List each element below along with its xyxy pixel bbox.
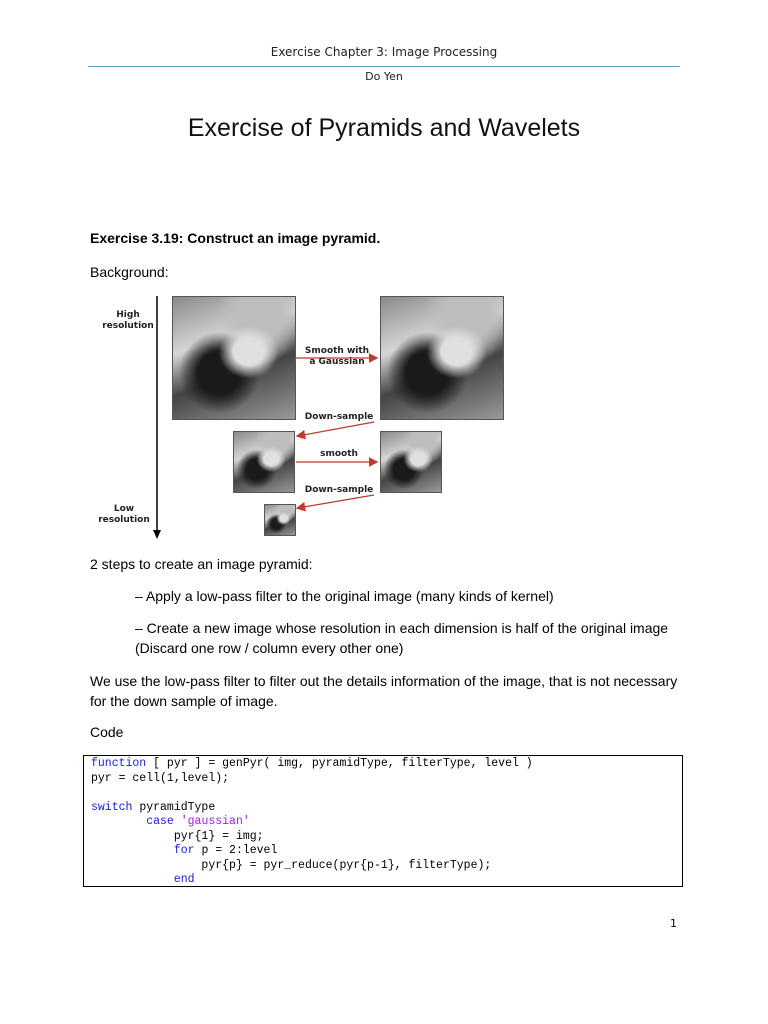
code-text: [ pyr ] = genPyr( img, pyramidType, filterType, level ) <box>146 757 533 770</box>
code-line-blank <box>91 786 682 801</box>
code-keyword: case <box>146 815 174 828</box>
page-number: 1 <box>670 917 677 930</box>
downsample-arrow-2 <box>298 495 374 508</box>
code-text: p = 2:level <box>194 844 278 857</box>
code-label: Code <box>90 724 124 740</box>
code-line-8 <box>91 859 682 874</box>
step-2: – Create a new image whose resolution in each dimension is half of the original image (Discard one row / column every other one) <box>135 620 669 656</box>
code-line-1 <box>91 757 682 772</box>
running-header-title: Exercise Chapter 3: Image Processing <box>270 45 498 59</box>
code-line-5 <box>91 815 682 830</box>
running-header-author: Do Yen <box>365 70 403 83</box>
code-line-2 <box>91 772 682 787</box>
code-text: pyr = cell(1,level); <box>91 771 230 785</box>
header-divider <box>88 66 680 67</box>
down-sample-label-1: Down-sample <box>304 412 374 422</box>
steps-intro: 2 steps to create an image pyramid: <box>90 556 313 572</box>
code-line-6 <box>91 830 682 845</box>
background-label: Background: <box>90 264 169 280</box>
code-keyword: for <box>173 844 195 857</box>
code-block <box>83 755 683 887</box>
explanation-paragraph: We use the low-pass filter to filter out the details information of the image, that is not necessary for the down sample of image. <box>90 673 678 709</box>
code-line-9 <box>91 873 682 887</box>
code-line-4 <box>91 801 682 816</box>
code-string: 'gaussian' <box>180 815 250 828</box>
low-resolution-label: Low resolution <box>98 504 150 525</box>
code-text: pyr{1} = img; <box>173 829 264 843</box>
step-1: – Apply a low-pass filter to the original image (many kinds of kernel) <box>135 588 554 604</box>
code-text: pyramidType <box>132 800 216 814</box>
smooth-gaussian-label: Smooth with a Gaussian <box>304 346 370 367</box>
pyramid-arrows <box>90 292 510 542</box>
down-sample-label-2: Down-sample <box>304 485 374 495</box>
code-text: pyr{p} = pyr_reduce(pyr{p-1}, filterType); <box>201 858 492 872</box>
exercise-heading: Exercise 3.19: Construct an image pyramid. <box>90 230 381 246</box>
code-keyword: switch <box>91 800 133 814</box>
smooth-label: smooth <box>320 449 358 459</box>
code-line-7 <box>91 844 682 859</box>
code-keyword: end <box>173 873 195 886</box>
code-keyword: function <box>91 757 147 770</box>
high-resolution-label: High resolution <box>102 310 154 331</box>
pyramid-figure <box>90 292 510 542</box>
downsample-arrow-1 <box>298 422 374 436</box>
document-title: Exercise of Pyramids and Wavelets <box>187 114 581 142</box>
